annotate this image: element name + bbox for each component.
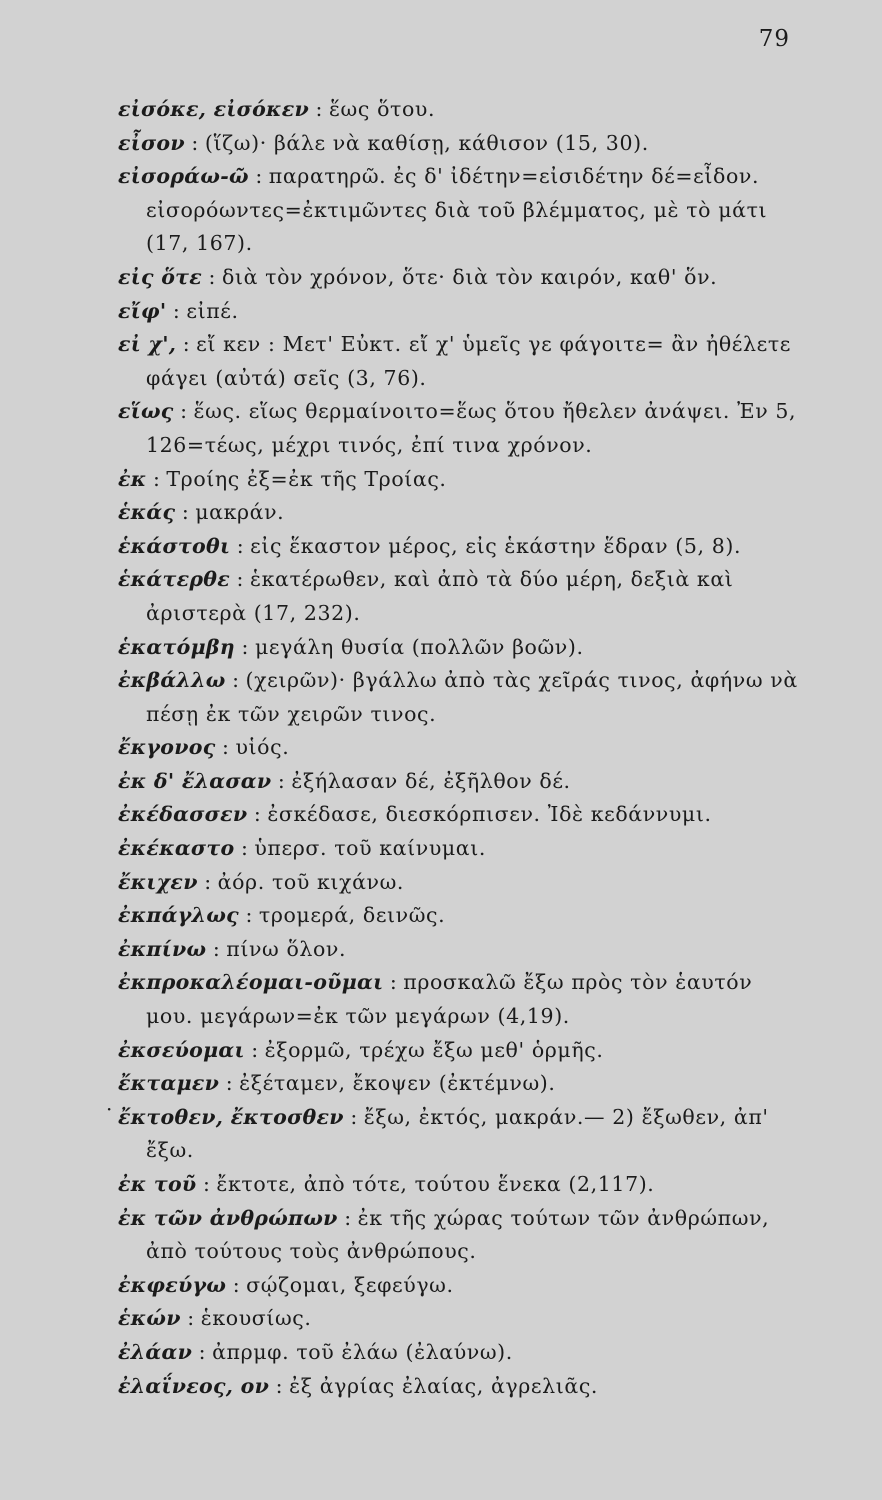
entry-separator: : bbox=[244, 1037, 265, 1062]
dictionary-entry bbox=[118, 563, 798, 630]
entry-separator: : bbox=[184, 130, 205, 155]
entry-definition: ἐξορμῶ, τρέχω ἔξω μεθ' ὁρμῆς. bbox=[264, 1037, 604, 1062]
entry-headword: εἰσοράω-ῶ bbox=[118, 164, 249, 189]
entry-separator: : bbox=[166, 298, 187, 323]
entry-separator: : bbox=[173, 399, 194, 424]
entry-headword: ἐκ bbox=[118, 466, 147, 491]
entry-separator: : bbox=[309, 97, 329, 121]
entry-definition: ἐξήλασαν δέ, ἐξῆλθον δέ. bbox=[291, 768, 571, 793]
entry-separator: : bbox=[230, 567, 250, 592]
dictionary-entry bbox=[118, 1168, 798, 1202]
entry-headword: ἔκιχεν bbox=[118, 869, 198, 894]
entry-separator: : bbox=[146, 466, 167, 491]
dictionary-entry bbox=[118, 866, 798, 900]
dictionary-entry bbox=[118, 1101, 798, 1168]
entry-separator: : bbox=[247, 802, 268, 827]
entry-definition: (χειρῶν)· βγάλλω ἀπὸ τὰς χεῖράς τινος, ἀφήνω νὰ πέσῃ ἐκ τῶν χειρῶν τινος. bbox=[146, 668, 798, 726]
page-number: 79 bbox=[758, 26, 790, 52]
entry-separator: : bbox=[180, 1306, 201, 1331]
dictionary-entry bbox=[118, 832, 798, 866]
entry-separator: : bbox=[383, 970, 404, 995]
entry-headword: ἑκάς bbox=[118, 500, 176, 525]
entry-headword: ἐκέκαστο bbox=[118, 836, 235, 861]
entry-separator: : bbox=[215, 735, 236, 760]
entry-definition: διὰ τὸν χρόνον, ὅτε· διὰ τὸν καιρόν, καθ' ὅν. bbox=[221, 264, 718, 289]
entry-headword: ἐκ δ' ἔλασαν bbox=[118, 768, 272, 793]
entry-definition: ἀπρμφ. τοῦ ἐλάω (ἐλαύνω). bbox=[212, 1339, 513, 1364]
entry-headword: ἐλάαν bbox=[118, 1339, 193, 1364]
entry-separator: : bbox=[337, 1205, 358, 1230]
entry-definition: μεγάλη θυσία (πολλῶν βοῶν). bbox=[254, 634, 584, 659]
entry-definition: ἀόρ. τοῦ κιχάνω. bbox=[217, 869, 405, 894]
entry-headword: εἰσόκε, εἰσόκεν bbox=[118, 97, 309, 121]
dictionary-entry bbox=[118, 798, 798, 832]
entry-list bbox=[118, 93, 798, 1403]
entry-definition: εἰπέ. bbox=[186, 298, 239, 323]
entry-headword: ἐκέδασσεν bbox=[118, 802, 248, 827]
entry-definition: ἔξω, ἐκτός, μακράν.— 2) ἔξωθεν, ἀπ' ἔξω. bbox=[146, 1104, 769, 1163]
entry-separator: : bbox=[269, 1373, 290, 1398]
dictionary-entry bbox=[118, 127, 798, 161]
entry-headword: ἐκ τοῦ bbox=[118, 1172, 197, 1196]
dictionary-entry bbox=[118, 664, 798, 731]
dictionary-entry bbox=[118, 1202, 798, 1269]
entry-definition: ἔκτοτε, ἀπὸ τότε, τούτου ἕνεκα (2,117). bbox=[216, 1172, 655, 1196]
entry-separator: : bbox=[230, 533, 251, 558]
dictionary-entry bbox=[118, 496, 798, 530]
dictionary-entry bbox=[118, 395, 798, 462]
dictionary-entry bbox=[118, 1034, 798, 1068]
entry-definition: ἕως ὅτου. bbox=[328, 97, 436, 121]
dictionary-entry bbox=[118, 731, 798, 765]
entry-definition: εἰς ἕκαστον μέρος, εἰς ἑκάστην ἕδραν (5, 8). bbox=[250, 533, 742, 558]
entry-definition: ὑπερσ. τοῦ καίνυμαι. bbox=[254, 836, 487, 861]
entry-definition: παρατηρῶ. ἐς δ' ἰδέτην=εἰσιδέτην δέ=εἶδον. εἰσορόωντες=ἐκτιμῶντες διὰ τοῦ βλέμματος, μὲ τὸ μάτι (17, 167). bbox=[146, 164, 768, 256]
entry-headword: ἑκάστοθι bbox=[118, 533, 231, 558]
entry-headword: εἶσον bbox=[118, 130, 185, 155]
entry-headword: ἐκπάγλως bbox=[118, 903, 239, 928]
entry-separator: : bbox=[238, 903, 259, 928]
entry-headword: εἴφ' bbox=[118, 298, 167, 323]
entry-headword: εἰ χ', bbox=[118, 332, 177, 357]
dictionary-entry bbox=[118, 463, 798, 497]
dictionary-entry bbox=[118, 1336, 798, 1370]
entry-definition: ἑκουσίως. bbox=[200, 1306, 312, 1331]
entry-headword: ἑκάτερθε bbox=[118, 567, 231, 592]
entry-headword: ἔκταμεν bbox=[118, 1071, 220, 1096]
dictionary-entry bbox=[118, 933, 798, 967]
entry-headword: ἑκατόμβη bbox=[118, 634, 235, 659]
entry-definition: ἐκ τῆς χώρας τούτων τῶν ἀνθρώπων, ἀπὸ τούτους τοὺς ἀνθρώπους. bbox=[146, 1205, 770, 1264]
dictionary-entry bbox=[118, 899, 798, 933]
entry-definition: Τροίης ἐξ=ἐκ τῆς Τροίας. bbox=[166, 466, 447, 491]
dictionary-entry bbox=[118, 631, 798, 665]
dictionary-entry bbox=[118, 966, 798, 1033]
entry-headword: ἑκών bbox=[118, 1306, 181, 1331]
entry-definition: ἐσκέδασε, διεσκόρπισεν. Ἰδὲ κεδάννυμι. bbox=[267, 802, 712, 827]
dictionary-entry bbox=[118, 261, 798, 295]
entry-separator: : bbox=[343, 1104, 364, 1129]
entry-separator: : bbox=[248, 164, 269, 189]
entry-headword: ἐκπροκαλέομαι-οῦμαι bbox=[118, 970, 384, 995]
entry-headword: ἐκβάλλω bbox=[118, 668, 226, 693]
dictionary-entry bbox=[118, 160, 798, 261]
dictionary-entry bbox=[118, 1370, 798, 1404]
entry-separator: : bbox=[271, 768, 292, 793]
dictionary-entry bbox=[118, 295, 798, 329]
dictionary-entry bbox=[118, 765, 798, 799]
entry-definition: προσκαλῶ ἔξω πρὸς τὸν ἑαυτόν μου. μεγάρων=ἐκ τῶν μεγάρων (4,19). bbox=[146, 970, 753, 1029]
dictionary-entry bbox=[118, 530, 798, 564]
entry-definition: ἐξ ἀγρίας ἐλαίας, ἀγρελιᾶς. bbox=[289, 1373, 599, 1398]
entry-separator: : bbox=[226, 1272, 247, 1297]
entry-headword: εἰς ὅτε bbox=[118, 264, 203, 289]
entry-definition: τρομερά, δεινῶς. bbox=[258, 903, 446, 928]
entry-definition: ἕως. εἵως θερμαίνοιτο=ἕως ὅτου ἤθελεν ἀνάψει. Ἐν 5, 126=τέως, μέχρι τινός, ἐπί τινα χρόνον. bbox=[146, 399, 797, 457]
entry-separator: : bbox=[197, 869, 218, 894]
entry-headword: ἔκτοθεν, ἔκτοσθεν bbox=[118, 1104, 344, 1129]
entry-definition: (ἵζω)· βάλε νὰ καθίσῃ, κάθισον (15, 30). bbox=[204, 130, 649, 155]
entry-headword: ἐκφεύγω bbox=[118, 1272, 227, 1297]
entry-definition: υἱός. bbox=[235, 735, 290, 760]
entry-separator: : bbox=[202, 264, 222, 289]
entry-headword: ἐκ τῶν ἀνθρώπων bbox=[118, 1205, 338, 1230]
entry-headword: εἵως bbox=[118, 399, 174, 424]
entry-definition: εἴ κεν : Μετ' Εὐκτ. εἴ χ' ὑμεῖς γε φάγοιτε= ἂν ἠθέλετε φάγει (αὐτά) σεῖς (3, 76). bbox=[146, 332, 792, 390]
entry-definition: πίνω ὅλον. bbox=[226, 936, 347, 961]
entry-separator: : bbox=[225, 668, 246, 693]
entry-headword: ἐλαΐνεος, ον bbox=[118, 1373, 270, 1398]
dictionary-entry bbox=[118, 1269, 798, 1303]
margin-mark: · bbox=[106, 1097, 113, 1121]
entry-headword: ἔκγονος bbox=[118, 735, 216, 760]
dictionary-entry bbox=[118, 1302, 798, 1336]
entry-separator: : bbox=[234, 836, 255, 861]
entry-definition: μακράν. bbox=[195, 500, 285, 525]
entry-separator: : bbox=[206, 936, 227, 961]
entry-separator: : bbox=[196, 1172, 217, 1196]
entry-headword: ἐκπίνω bbox=[118, 936, 207, 961]
entry-definition: ἑκατέρωθεν, καὶ ἀπὸ τὰ δύο μέρη, δεξιὰ καὶ ἀριστερὰ (17, 232). bbox=[146, 567, 734, 625]
dictionary-entry bbox=[118, 93, 798, 127]
entry-separator: : bbox=[219, 1071, 240, 1096]
entry-separator: : bbox=[175, 500, 196, 525]
entry-headword: ἐκσεύομαι bbox=[118, 1037, 245, 1062]
entry-definition: σῴζομαι, ξεφεύγω. bbox=[246, 1272, 454, 1297]
entry-separator: : bbox=[235, 634, 255, 659]
entry-definition: ἐξέταμεν, ἔκοψεν (ἐκτέμνω). bbox=[239, 1071, 556, 1096]
dictionary-entry bbox=[118, 328, 798, 395]
dictionary-entry bbox=[118, 1067, 798, 1101]
entry-separator: : bbox=[176, 332, 197, 357]
entry-separator: : bbox=[192, 1339, 213, 1364]
